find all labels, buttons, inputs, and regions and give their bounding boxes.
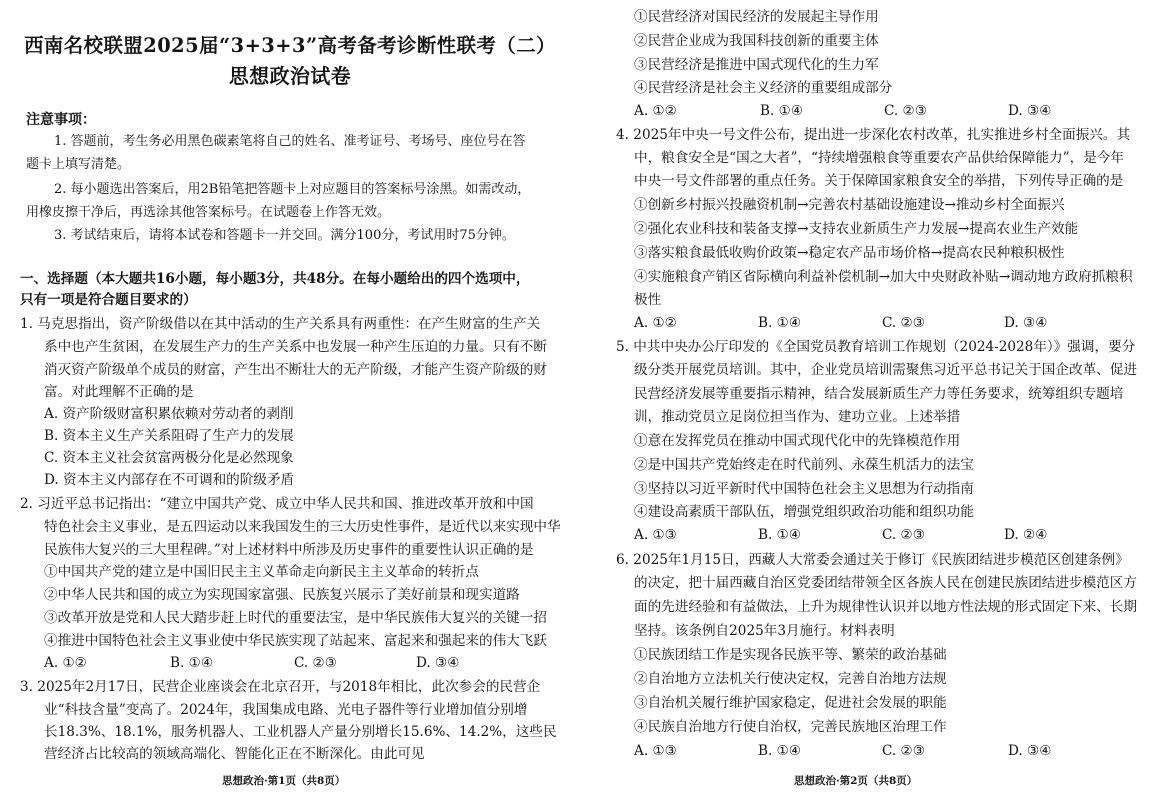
option-a: A. ①② <box>634 103 677 119</box>
question-5-item: ③坚持以习近平新时代中国特色社会主义思想为行动指南 <box>634 481 974 497</box>
question-2-stem: 特色社会主义事业，是五四运动以来我国发生的三大历史性事件，是近代以来实现中华 <box>44 519 561 535</box>
question-2-item: ④推进中国特色社会主义事业使中华民族实现了站起来、富起来和强起来的伟大飞跃 <box>44 633 547 649</box>
page-footer: 思想政治·第1页（共8页） <box>222 775 346 787</box>
question-4-stem: 中，粮食安全是“国之大者”，“持续增强粮食等重要农产品供给保障能力”，是今年 <box>634 150 1124 166</box>
question-3-item: ①民营经济对国民经济的发展起主导作用 <box>634 9 879 25</box>
option-a: A. ①③ <box>634 743 677 759</box>
option-a: A. ①② <box>634 315 677 331</box>
notice-line: 2. 每小题选出答案后，用2B铅笔把答题卡上对应题目的答案标号涂黑。如需改动， <box>54 182 531 197</box>
question-6-stem: 坚持。该条例自2025年3月施行。材料表明 <box>634 623 895 639</box>
question-3-stem: 营经济占比较高的领域高端化、智能化正在不断深化。由此可见 <box>44 746 425 762</box>
page-2 <box>600 0 1160 800</box>
option-b: B. ①④ <box>760 103 804 119</box>
question-3-stem: 长18.3%、18.1%，服务机器人、工业机器人产量分别增长15.6%、14.2%，这些民 <box>44 724 557 740</box>
exam-subtitle: 思想政治试卷 <box>228 64 352 88</box>
question-5-stem: 训，推动党员立足岗位担当作为、建功立业。上述举措 <box>634 409 961 425</box>
question-6-item: ②自治地方立法机关行使决定权，完善自治地方法规 <box>634 671 947 687</box>
question-4-options <box>634 315 1134 332</box>
option-b: B. ①④ <box>758 743 802 759</box>
question-6-options <box>634 743 1134 760</box>
question-5-stem: 级分类开展党员培训。其中，企业党员培训需聚焦习近平总书记关于国企改革、促进 <box>634 362 1137 378</box>
option-c: C. ②③ <box>882 743 925 759</box>
option-c: C. ②③ <box>884 103 927 119</box>
question-4-stem: 中央一号文件部署的重点任务。关于保障国家粮食安全的举措，下列传导正确的是 <box>634 173 1124 189</box>
option-b: B. ①④ <box>758 527 802 543</box>
question-1-choice-d: D. 资本主义内部存在不可调和的阶级矛盾 <box>44 472 295 488</box>
question-5-stem: 5. 中共中央办公厅印发的《全国党员教育培训工作规划（2024-2028年）》强调，要分 <box>616 339 1136 355</box>
question-5-stem: 民营经济发展等重要指示精神，结合发展新质生产力等任务要求，统筹组织专题培 <box>634 386 1124 402</box>
question-5-item: ②是中国共产党始终走在时代前列、永葆生机活力的法宝 <box>634 457 974 473</box>
question-1-stem: 1. 马克思指出，资产阶级借以在其中活动的生产关系具有两重性：在产生财富的生产关 <box>20 316 541 332</box>
option-c: C. ②③ <box>294 655 337 671</box>
question-1-stem: 系中也产生贫困，在发展生产力的生产关系中也发展一种产生压迫的力量。只有不断 <box>44 339 547 355</box>
question-4-item: ③落实粮食最低收购价政策→稳定农产品市场价格→提高农民种粮积极性 <box>634 245 1065 261</box>
question-6-item: ③自治机关履行维护国家稳定，促进社会发展的职能 <box>634 695 947 711</box>
question-1-choice-b: B. 资本主义生产关系阻碍了生产力的发展 <box>44 428 294 444</box>
question-1-stem: 消灭资产阶级单个成员的财富，产生出不断壮大的无产阶级，才能产生资产阶级的财 <box>44 362 547 378</box>
question-1-choice-a: A. 资产阶级财富积累依赖对劳动者的剥削 <box>44 406 294 422</box>
question-2-item: ③改革开放是党和人民大踏步赶上时代的重要法宝，是中华民族伟大复兴的关键一招 <box>44 610 547 626</box>
question-2-stem: 民族伟大复兴的三大里程碑。”对上述材料中所涉及历史事件的重要性认识正确的是 <box>44 542 534 558</box>
option-b: B. ①④ <box>758 315 802 331</box>
page-1 <box>0 0 580 800</box>
question-1-choice-c: C. 资本主义社会贫富两极分化是必然现象 <box>44 450 294 466</box>
question-4-item: ②强化农业科技和装备支撑→支持农业新质生产力发展→提高农业生产效能 <box>634 221 1079 237</box>
question-5-item: ①意在发挥党员在推动中国式现代化中的先锋模范作用 <box>634 433 961 449</box>
section-heading: 一、选择题（本大题共16小题，每小题3分，共48分。在每小题给出的四个选项中， <box>20 271 530 287</box>
question-2-item: ①中国共产党的建立是中国旧民主主义革命走向新民主主义革命的转折点 <box>44 564 479 580</box>
question-3-stem: 3. 2025年2月17日，民营企业座谈会在北京召开，与2018年相比，此次参会的民营企 <box>20 679 541 695</box>
page-footer: 思想政治·第2页（共8页） <box>794 775 918 787</box>
question-2-stem: 2. 习近平总书记指出：“建立中国共产党、成立中华人民共和国、推进改革开放和中国 <box>20 496 534 512</box>
question-3-item: ④民营经济是社会主义经济的重要组成部分 <box>634 80 893 96</box>
question-3-options <box>634 103 1134 120</box>
question-4-stem: 4. 2025年中央一号文件公布，提出进一步深化农村改革，扎实推进乡村全面振兴。其 <box>616 127 1131 143</box>
question-3-stem: 业“科技含量”变高了。2024年，我国集成电路、光电子器件等行业增加值分别增 <box>44 702 528 718</box>
option-b: B. ①④ <box>170 655 214 671</box>
question-2-options <box>44 655 544 672</box>
question-4-item: 极性 <box>634 292 662 308</box>
question-6-item: ①民族团结工作是实现各民族平等、繁荣的政治基础 <box>634 647 947 663</box>
option-d: D. ②④ <box>1004 527 1048 543</box>
question-5-options <box>634 527 1134 544</box>
question-6-stem: 的决定，把十届西藏自治区党委团结带领全区各族人民在创建民族团结进步模范区方 <box>634 575 1137 591</box>
question-2-item: ②中华人民共和国的成立为实现国家富强、民族复兴展示了美好前景和现实道路 <box>44 587 520 603</box>
option-a: A. ①③ <box>634 527 677 543</box>
exam-title: 西南名校联盟2025届“3+3+3”高考备考诊断性联考（二） <box>24 34 556 57</box>
option-d: D. ③④ <box>416 655 460 671</box>
notice-heading: 注意事项： <box>26 112 96 128</box>
question-6-item: ④民族自治地方行使自治权，完善民族地区治理工作 <box>634 719 947 735</box>
notice-line: 3. 考试结束后，请将本试卷和答题卡一并交回。满分100分，考试用时75分钟。 <box>54 228 515 243</box>
section-heading: 只有一项是符合题目要求的） <box>20 292 197 308</box>
notice-line: 1. 答题前，考生务必用黑色碳素笔将自己的姓名、准考证号、考场号、座位号在答 <box>54 134 526 149</box>
option-c: C. ②③ <box>882 315 925 331</box>
notice-line: 用橡皮擦干净后，再选涂其他答案标号。在试题卷上作答无效。 <box>26 205 391 220</box>
question-3-item: ③民营经济是推进中国式现代化的生力军 <box>634 57 879 73</box>
option-d: D. ③④ <box>1004 315 1048 331</box>
question-4-item: ④实施粮食产销区省际横向利益补偿机制→加大中央财政补贴→调动地方政府抓粮积 <box>634 269 1133 285</box>
option-c: C. ②③ <box>882 527 925 543</box>
question-3-item: ②民营企业成为我国科技创新的重要主体 <box>634 33 879 49</box>
question-6-stem: 面的先进经验和有益做法，上升为规律性认识并以地方性法规的形式固定下来、长期 <box>634 599 1137 615</box>
notice-line: 题卡上填写清楚。 <box>26 157 131 172</box>
option-d: D. ③④ <box>1008 743 1052 759</box>
option-d: D. ③④ <box>1008 103 1052 119</box>
question-1-stem: 富。对此理解不正确的是 <box>44 384 194 400</box>
option-a: A. ①② <box>44 655 87 671</box>
question-5-item: ④建设高素质干部队伍，增强党组织政治功能和组织功能 <box>634 504 974 520</box>
question-4-item: ①创新乡村振兴投融资机制→完善农村基础设施建设→推动乡村全面振兴 <box>634 197 1065 213</box>
question-6-stem: 6. 2025年1月15日，西藏人大常委会通过关于修订《民族团结进步模范区创建条例》 <box>616 552 1129 568</box>
